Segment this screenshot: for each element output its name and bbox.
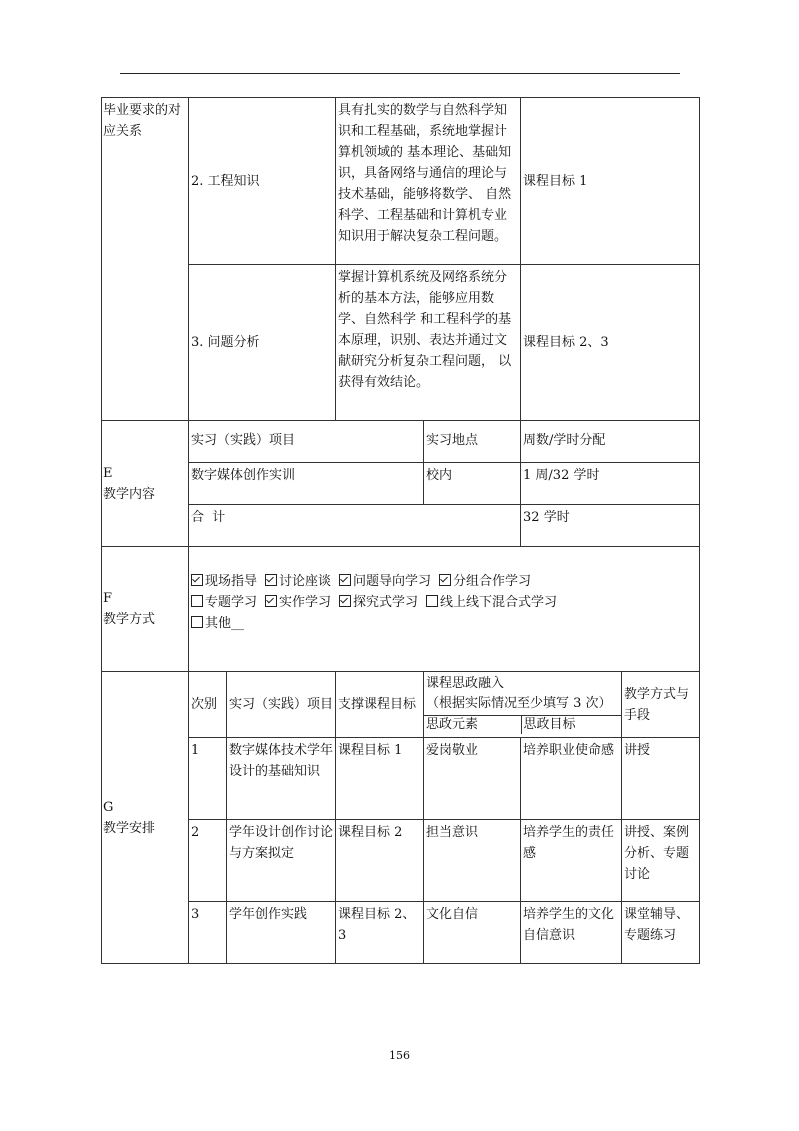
method-label: 教学方式 bbox=[103, 612, 156, 627]
content-header-project-text: 实习（实践）项目 bbox=[191, 433, 296, 448]
method-option-label: 线上线下混合式学习 bbox=[440, 595, 558, 610]
schedule-element bbox=[424, 820, 521, 902]
req-desc: 具有扎实的数学与自然科学知识和工程基础，系统地掌握计算机领域的 基本理论、基础知识，具备网络与通信的理论与技术基础，能够将数学、 自然科学、工程基础和计算机专业知识用于解决复杂工程问题。 bbox=[338, 103, 512, 244]
checkbox-checked-icon[interactable] bbox=[191, 574, 203, 586]
schedule-method-text: 讲授 bbox=[624, 743, 651, 758]
schedule-project-text: 数字媒体技术学年设计的基础知识 bbox=[229, 743, 334, 779]
schedule-support-text: 课程目标 2、3 bbox=[338, 907, 416, 943]
schedule-letter: G bbox=[103, 799, 114, 815]
content-header-hours-text: 周数/学时分配 bbox=[523, 433, 606, 448]
method-option[interactable] bbox=[339, 592, 418, 613]
schedule-element-text: 文化自信 bbox=[426, 907, 479, 922]
content-total-label bbox=[189, 505, 521, 547]
content-header-row bbox=[102, 421, 700, 463]
method-option-label: 专题学习 bbox=[205, 595, 258, 610]
checkbox-checked-icon[interactable] bbox=[339, 574, 351, 586]
content-project-text: 数字媒体创作实训 bbox=[191, 468, 296, 483]
method-option[interactable] bbox=[339, 571, 431, 592]
content-header-hours bbox=[521, 421, 700, 463]
content-letter: E bbox=[103, 465, 113, 481]
checkbox-icon[interactable] bbox=[191, 616, 203, 628]
content-label: 教学内容 bbox=[103, 486, 156, 502]
content-total-label-text: 合 计 bbox=[191, 510, 226, 525]
schedule-section-label bbox=[102, 672, 189, 964]
content-total-hours-text: 32 学时 bbox=[523, 510, 570, 525]
schedule-support bbox=[336, 902, 424, 964]
req-desc: 掌握计算机系统及网络系统分析的基本方法，能够应用数学、自然科学 和工程科学的基本原理，识别、表达并通过文献研究分析复杂工程问题， 以获得有效结论。 bbox=[338, 270, 512, 390]
method-option[interactable] bbox=[191, 613, 244, 634]
schedule-target bbox=[521, 820, 622, 902]
method-option[interactable] bbox=[191, 571, 257, 592]
schedule-target-text: 培养职业使命感 bbox=[523, 743, 615, 758]
schedule-method bbox=[622, 820, 700, 902]
content-header-place-text: 实习地点 bbox=[426, 433, 479, 448]
schedule-project bbox=[227, 902, 336, 964]
schedule-project bbox=[227, 820, 336, 902]
schedule-target bbox=[521, 902, 622, 964]
content-header-place bbox=[424, 421, 521, 463]
checkbox-checked-icon[interactable] bbox=[439, 574, 451, 586]
req-name: 3. 问题分析 bbox=[191, 335, 260, 350]
content-total-hours bbox=[521, 505, 700, 547]
content-hours-text: 1 周/32 学时 bbox=[523, 468, 600, 483]
method-option[interactable] bbox=[265, 592, 331, 613]
schedule-order bbox=[189, 738, 227, 820]
ideology-element-header-text: 思政元素 bbox=[426, 717, 479, 732]
schedule-support bbox=[336, 738, 424, 820]
schedule-method bbox=[622, 902, 700, 964]
content-place-text: 校内 bbox=[426, 468, 453, 483]
schedule-method-text: 讲授、案例分析、专题讨论 bbox=[624, 825, 690, 882]
syllabus-table bbox=[101, 97, 700, 964]
schedule-support bbox=[336, 820, 424, 902]
method-option[interactable] bbox=[439, 571, 531, 592]
schedule-header-ideology bbox=[424, 672, 622, 738]
schedule-label: 教学安排 bbox=[103, 820, 156, 836]
method-option-label: 分组合作学习 bbox=[453, 574, 532, 589]
req-desc-cell bbox=[336, 98, 521, 265]
method-option[interactable] bbox=[426, 592, 557, 613]
req-row-1 bbox=[102, 98, 700, 265]
ideology-element-header bbox=[424, 716, 521, 735]
ideology-title bbox=[424, 672, 621, 714]
schedule-header-order-text: 次别 bbox=[191, 697, 218, 712]
content-place bbox=[424, 463, 521, 505]
req-name: 2. 工程知识 bbox=[191, 173, 260, 189]
method-option-label: 问题导向学习 bbox=[353, 574, 432, 589]
schedule-header-project bbox=[227, 672, 336, 738]
req-goal-cell bbox=[521, 265, 700, 421]
schedule-element-text: 担当意识 bbox=[426, 825, 479, 840]
schedule-header-order bbox=[189, 672, 227, 738]
content-header-project bbox=[189, 421, 424, 463]
checkbox-icon[interactable] bbox=[426, 595, 438, 607]
method-option-label: 其他__ bbox=[205, 616, 245, 631]
schedule-target bbox=[521, 738, 622, 820]
content-hours bbox=[521, 463, 700, 505]
req-goal: 课程目标 1 bbox=[523, 173, 588, 189]
ideology-target-header bbox=[521, 716, 621, 735]
content-total-row bbox=[102, 505, 700, 547]
schedule-project bbox=[227, 738, 336, 820]
schedule-row bbox=[102, 902, 700, 964]
schedule-project-text: 学年设计创作讨论与方案拟定 bbox=[229, 825, 334, 861]
ideology-subheader bbox=[424, 715, 621, 734]
method-option-label: 现场指导 bbox=[205, 574, 258, 589]
method-option-label: 探究式学习 bbox=[353, 595, 419, 610]
req-section-label bbox=[102, 98, 189, 421]
req-row-2 bbox=[102, 265, 700, 421]
ideology-title-text: 课程思政融入 bbox=[426, 676, 505, 691]
schedule-order-text: 2 bbox=[191, 825, 200, 840]
content-section-label bbox=[102, 421, 189, 547]
method-option-label: 讨论座谈 bbox=[279, 574, 332, 589]
schedule-target-text: 培养学生的文化自信意识 bbox=[523, 907, 615, 943]
req-name-cell bbox=[189, 265, 336, 421]
schedule-header-method bbox=[622, 672, 700, 738]
req-desc-cell bbox=[336, 265, 521, 421]
schedule-order bbox=[189, 902, 227, 964]
schedule-method bbox=[622, 738, 700, 820]
schedule-order-text: 3 bbox=[191, 907, 200, 922]
checkbox-icon[interactable] bbox=[191, 595, 203, 607]
method-option[interactable] bbox=[265, 571, 331, 592]
schedule-header-support bbox=[336, 672, 424, 738]
req-goal-cell bbox=[521, 98, 700, 265]
checkbox-checked-icon[interactable] bbox=[265, 595, 277, 607]
schedule-method-text: 课堂辅导、专题练习 bbox=[624, 907, 690, 943]
schedule-header-support-text: 支撑课程目标 bbox=[338, 697, 417, 712]
ideology-target-header-text: 思政目标 bbox=[523, 717, 576, 732]
schedule-element bbox=[424, 902, 521, 964]
schedule-header-row bbox=[102, 672, 700, 738]
req-label-text: 毕业要求的对应关系 bbox=[103, 103, 182, 139]
header-rule bbox=[120, 73, 680, 74]
method-row bbox=[102, 547, 700, 672]
schedule-order-text: 1 bbox=[191, 743, 200, 758]
method-section-label bbox=[102, 547, 189, 672]
method-options bbox=[189, 547, 700, 672]
schedule-row bbox=[102, 738, 700, 820]
schedule-order bbox=[189, 820, 227, 902]
schedule-element bbox=[424, 738, 521, 820]
schedule-support-text: 课程目标 2 bbox=[338, 825, 403, 840]
method-letter: F bbox=[103, 591, 113, 606]
page-number: 156 bbox=[389, 1049, 410, 1062]
req-name-cell bbox=[189, 98, 336, 265]
ideology-note-text: （根据实际情况至少填写 3 次） bbox=[426, 696, 612, 711]
checkbox-checked-icon[interactable] bbox=[265, 574, 277, 586]
schedule-header-method-text: 教学方式与手段 bbox=[624, 686, 690, 723]
schedule-element-text: 爱岗敬业 bbox=[426, 743, 479, 758]
checkbox-checked-icon[interactable] bbox=[339, 595, 351, 607]
schedule-target-text: 培养学生的责任感 bbox=[523, 825, 615, 861]
schedule-header-project-text: 实习（实践）项目 bbox=[229, 697, 334, 712]
method-option[interactable] bbox=[191, 592, 257, 613]
schedule-support-text: 课程目标 1 bbox=[338, 743, 403, 758]
schedule-row bbox=[102, 820, 700, 902]
content-data-row bbox=[102, 463, 700, 505]
content-project bbox=[189, 463, 424, 505]
req-goal: 课程目标 2、3 bbox=[523, 335, 609, 350]
method-option-label: 实作学习 bbox=[279, 595, 332, 610]
schedule-project-text: 学年创作实践 bbox=[229, 907, 308, 922]
